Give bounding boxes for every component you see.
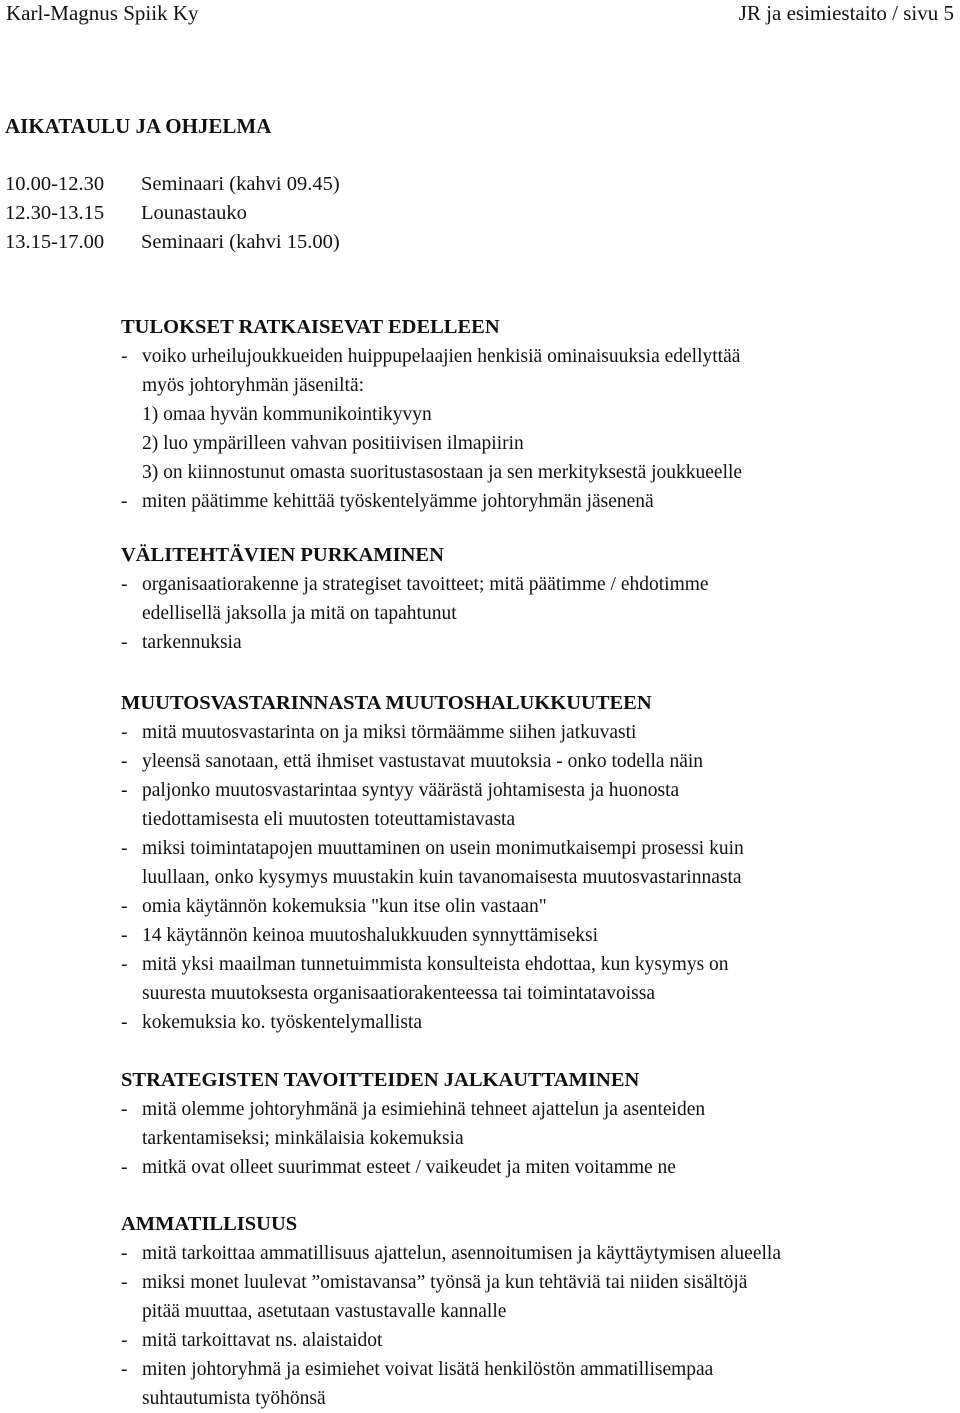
page-header-right: JR ja esimiestaito / sivu 5 [738, 1, 954, 25]
continuation-line [121, 805, 951, 834]
item-text: kokemuksia ko. työskentelymallista [142, 1012, 422, 1033]
continuation-line [121, 371, 951, 400]
bullet-dash [121, 371, 142, 400]
item-text: 14 käytännön keinoa muutoshalukkuuden synnyttämiseksi [142, 925, 599, 946]
section-tulokset [121, 313, 951, 516]
bullet-dash: - [121, 1272, 128, 1293]
section-valitehtavien [121, 541, 951, 657]
continuation-line [121, 863, 951, 892]
bullet-dash: - [121, 491, 128, 512]
bullet-dash: - [121, 1330, 128, 1351]
bullet-item [121, 1095, 951, 1124]
item-text: suuresta muutoksesta organisaatiorakenteessa tai toimintatavoissa [142, 983, 656, 1004]
bullet-item [121, 487, 951, 516]
bullet-dash [121, 979, 142, 1008]
bullet-item [121, 1268, 951, 1297]
section-title: STRATEGISTEN TAVOITTEIDEN JALKAUTTAMINEN [121, 1069, 640, 1091]
bullet-dash: - [121, 751, 128, 772]
bullet-item [121, 628, 951, 657]
item-text: miten johtoryhmä ja esimiehet voivat lisätä henkilöstön ammatillisempaa [142, 1359, 714, 1380]
bullet-dash [121, 599, 142, 628]
item-text: tarkentamiseksi; minkälaisia kokemuksia [142, 1128, 464, 1149]
section-title: AMMATILLISUUS [121, 1213, 298, 1235]
continuation-line [121, 599, 951, 628]
bullet-item [121, 747, 951, 776]
item-text: yleensä sanotaan, että ihmiset vastustavat muutoksia - onko todella näin [142, 751, 704, 772]
bullet-dash: - [121, 632, 128, 653]
item-text: organisaatiorakenne ja strategiset tavoitteet; mitä päätimme / ehdotimme [142, 574, 709, 595]
bullet-item [121, 342, 951, 371]
item-text: miksi toimintatapojen muuttaminen on usein monimutkaisempi prosessi kuin [142, 838, 744, 859]
item-text: mitä muutosvastarinta on ja miksi törmäämme siihen jatkuvasti [142, 722, 637, 743]
item-text: miten päätimme kehittää työskentelyämme johtoryhmän jäsenenä [142, 491, 654, 512]
continuation-line [121, 400, 951, 429]
bullet-dash: - [121, 838, 128, 859]
schedule-time: 13.15-17.00 [5, 231, 105, 253]
bullet-item [121, 921, 951, 950]
bullet-dash: - [121, 896, 128, 917]
bullet-dash: - [121, 722, 128, 743]
bullet-item [121, 892, 951, 921]
item-text: miksi monet luulevat ”omistavansa” työnsä ja kun tehtäviä tai niiden sisältöjä [142, 1272, 748, 1293]
section-strategisten [121, 1066, 951, 1182]
item-text: omia käytännön kokemuksia "kun itse olin vastaan" [142, 896, 547, 917]
item-text: mitä olemme johtoryhmänä ja esimiehinä tehneet ajattelun ja asenteiden [142, 1099, 706, 1120]
bullet-item [121, 950, 951, 979]
item-text: edellisellä jaksolla ja mitä on tapahtunut [142, 603, 457, 624]
bullet-item [121, 1355, 951, 1384]
continuation-line [121, 1124, 951, 1153]
bullet-dash: - [121, 1359, 128, 1380]
schedule-row [5, 199, 247, 227]
bullet-item [121, 1153, 951, 1182]
section-title: TULOKSET RATKAISEVAT EDELLEEN [121, 316, 500, 338]
item-text: mitä tarkoittaa ammatillisuus ajattelun, asennoitumisen ja käyttäytymisen alueella [142, 1243, 781, 1264]
bullet-dash: - [121, 1099, 128, 1120]
item-text: pitää muuttaa, asetutaan vastustavalle kannalle [142, 1301, 507, 1322]
bullet-item [121, 570, 951, 599]
main-heading: AIKATAULU JA OHJELMA [5, 114, 272, 138]
bullet-dash [121, 429, 142, 458]
item-text: suhtautumista työhönsä [142, 1388, 326, 1409]
item-text: mitä tarkoittavat ns. alaistaidot [142, 1330, 383, 1351]
schedule-time: 10.00-12.30 [5, 173, 105, 195]
item-text: 2) luo ympärilleen vahvan positiivisen ilmapiirin [142, 433, 524, 454]
bullet-dash: - [121, 574, 128, 595]
item-text: mitä yksi maailman tunnetuimmista konsulteista ehdottaa, kun kysymys on [142, 954, 729, 975]
continuation-line [121, 1384, 951, 1413]
item-text: paljonko muutosvastarintaa syntyy väärästä johtamisesta ja huonosta [142, 780, 680, 801]
bullet-dash: - [121, 1012, 128, 1033]
bullet-dash: - [121, 1157, 128, 1178]
bullet-dash [121, 1384, 142, 1413]
continuation-line [121, 1297, 951, 1326]
item-text: mitkä ovat olleet suurimmat esteet / vaikeudet ja miten voitamme ne [142, 1157, 676, 1178]
bullet-dash: - [121, 1243, 128, 1264]
section-title: VÄLITEHTÄVIEN PURKAMINEN [121, 544, 444, 566]
bullet-item [121, 776, 951, 805]
schedule-row [5, 170, 340, 198]
item-text: myös johtoryhmän jäseniltä: [142, 375, 365, 396]
section-title: MUUTOSVASTARINNASTA MUUTOSHALUKKUUTEEN [121, 692, 652, 714]
page-header-left: Karl-Magnus Spiik Ky [6, 1, 199, 25]
continuation-line [121, 458, 951, 487]
item-text: 3) on kiinnostunut omasta suoritustasostaan ja sen merkityksestä joukkueelle [142, 462, 743, 483]
section-muutosvastarinta [121, 689, 951, 1037]
bullet-item [121, 1008, 951, 1037]
bullet-dash [121, 400, 142, 429]
bullet-dash: - [121, 346, 128, 367]
bullet-dash [121, 863, 142, 892]
bullet-item [121, 1239, 951, 1268]
schedule-desc: Seminaari (kahvi 15.00) [141, 231, 340, 253]
bullet-item [121, 834, 951, 863]
schedule-desc: Seminaari (kahvi 09.45) [141, 173, 340, 195]
bullet-item [121, 1326, 951, 1355]
bullet-dash [121, 458, 142, 487]
section-ammatillisuus [121, 1210, 951, 1413]
bullet-dash [121, 805, 142, 834]
bullet-dash: - [121, 780, 128, 801]
item-text: tiedottamisesta eli muutosten toteuttamistavasta [142, 809, 516, 830]
bullet-dash: - [121, 954, 128, 975]
continuation-line [121, 429, 951, 458]
bullet-dash: - [121, 925, 128, 946]
item-text: luullaan, onko kysymys muustakin kuin tavanomaisesta muutosvastarinnasta [142, 867, 742, 888]
item-text: tarkennuksia [142, 632, 242, 653]
continuation-line [121, 979, 951, 1008]
item-text: 1) omaa hyvän kommunikointikyvyn [142, 404, 432, 425]
item-text: voiko urheilujoukkueiden huippupelaajien henkisiä ominaisuuksia edellyttää [142, 346, 741, 367]
schedule-time: 12.30-13.15 [5, 202, 105, 224]
schedule-desc: Lounastauko [141, 202, 247, 224]
bullet-dash [121, 1297, 142, 1326]
bullet-item [121, 718, 951, 747]
schedule-row [5, 228, 340, 256]
bullet-dash [121, 1124, 142, 1153]
